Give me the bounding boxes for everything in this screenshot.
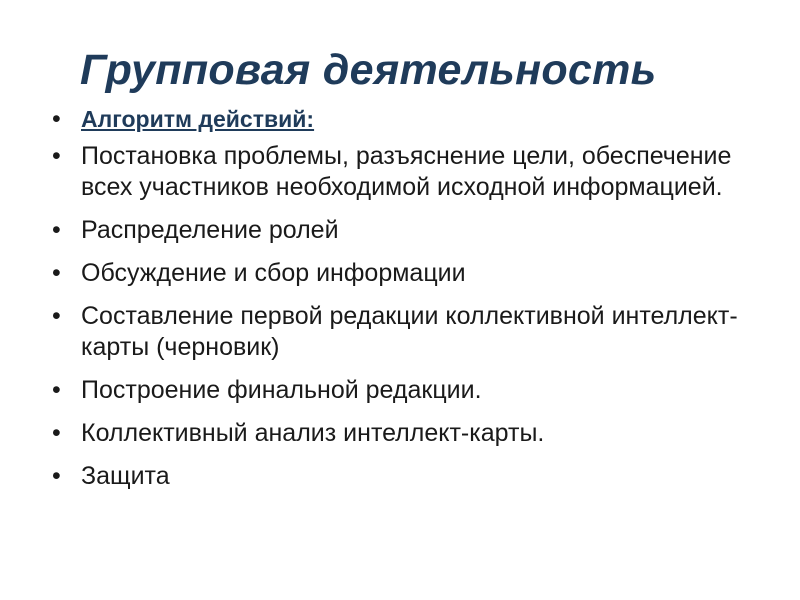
bullet-item-defense — [48, 461, 758, 492]
bullet-dot: • — [52, 302, 61, 330]
bullet-dot: • — [52, 376, 61, 404]
bullet-dot: • — [52, 142, 61, 170]
bullet-dot: • — [52, 462, 61, 490]
slide-title: Групповая деятельность — [80, 46, 657, 94]
bullet-text: Коллективный анализ интеллект-карты. — [81, 419, 545, 447]
bullet-item-discussion — [48, 258, 758, 289]
bullet-text: Постановка проблемы, разъяснение цели, обеспечение всех участников необходимой исходной информацией. — [81, 142, 732, 201]
bullet-dot: • — [52, 216, 61, 244]
bullet-text: Защита — [81, 462, 170, 490]
bullet-item-collective-analysis — [48, 418, 758, 449]
bullet-dot: • — [52, 419, 61, 447]
bullet-item-first-draft — [48, 301, 758, 363]
bullet-item-role-distribution — [48, 215, 758, 246]
bullet-dot: • — [52, 105, 61, 133]
bullet-text: Алгоритм действий: — [81, 106, 315, 132]
bullet-text: Распределение ролей — [81, 216, 339, 244]
bullet-item-final-edition — [48, 375, 758, 406]
bullet-item-problem-statement — [48, 141, 758, 203]
bullet-dot: • — [52, 259, 61, 287]
bullet-text: Обсуждение и сбор информации — [81, 259, 466, 287]
bullet-list — [48, 104, 758, 504]
bullet-text: Построение финальной редакции. — [81, 376, 482, 404]
bullet-text: Составление первой редакции коллективной интеллект-карты (черновик) — [81, 302, 738, 361]
bullet-item-algorithm-heading — [48, 104, 758, 135]
